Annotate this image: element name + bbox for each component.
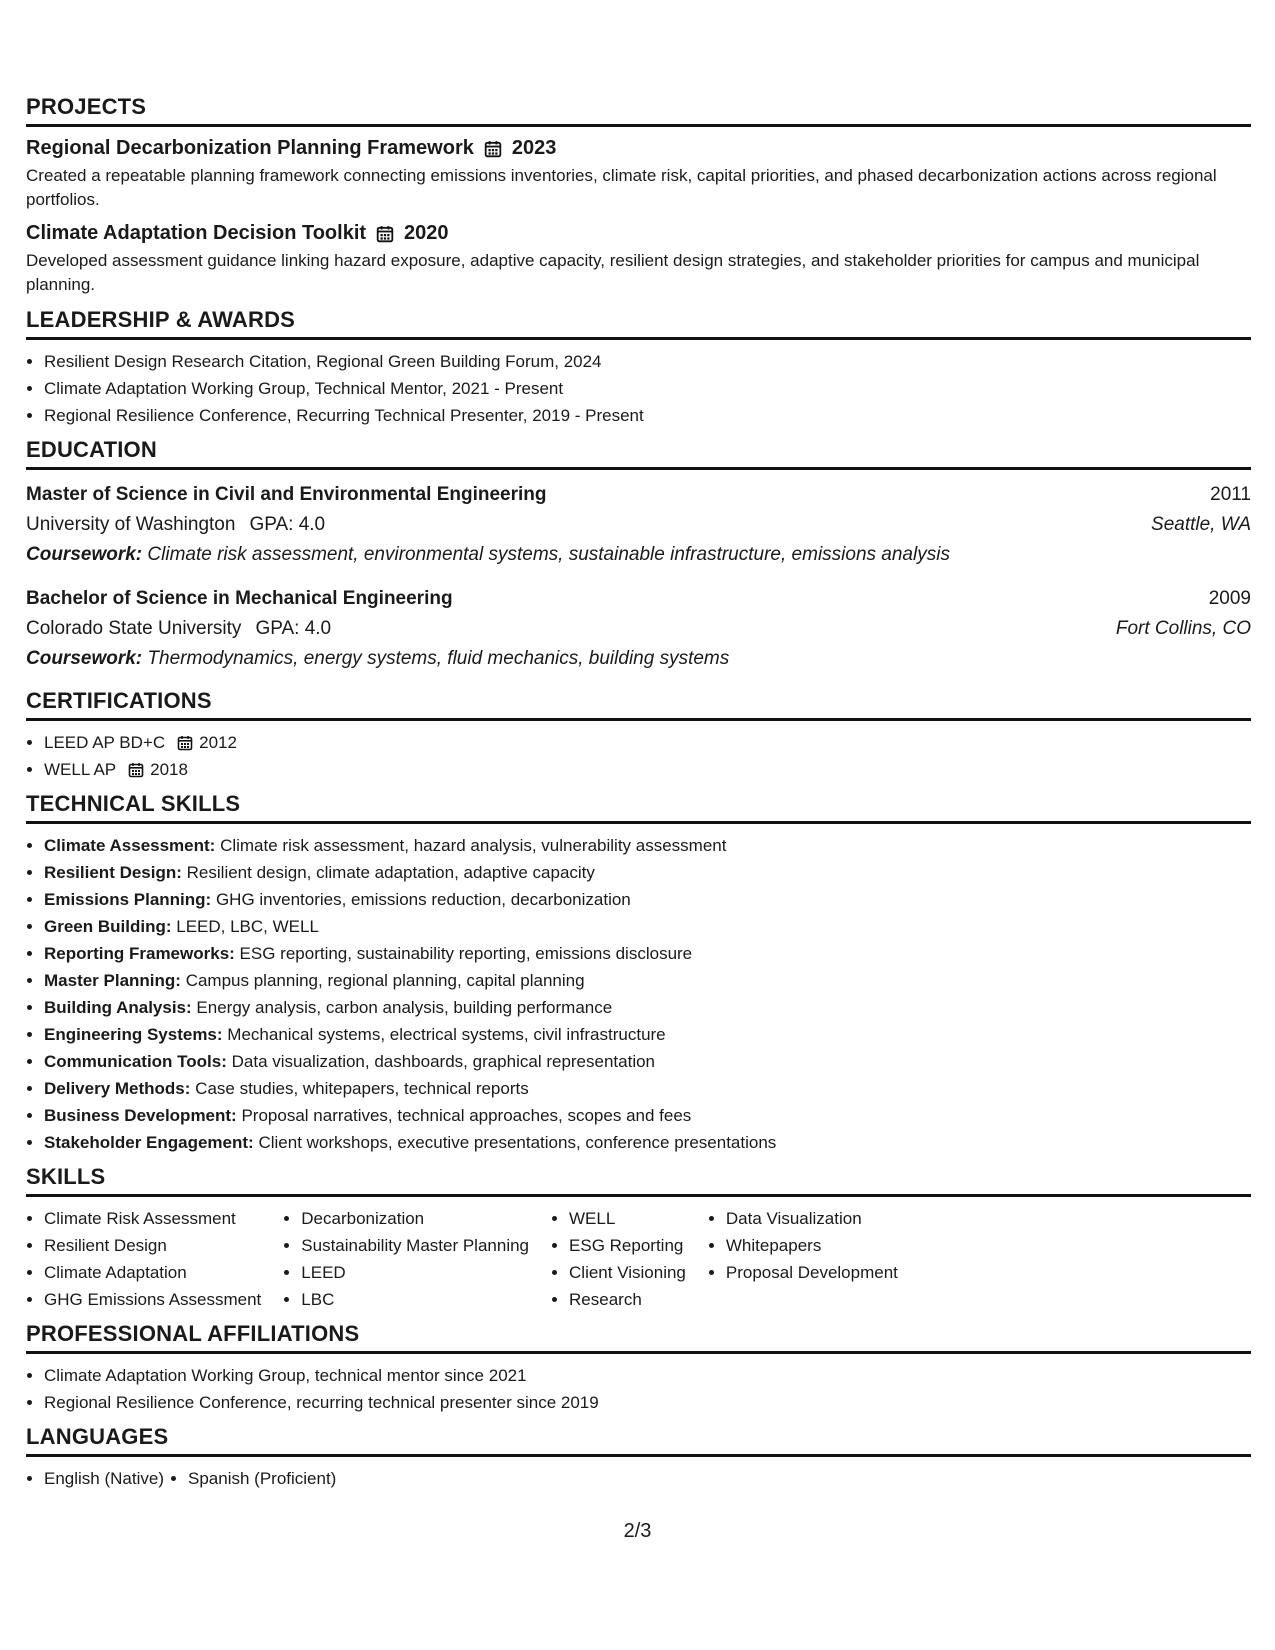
resume-page bbox=[26, 94, 1251, 1500]
skill-text: Proposal narratives, technical approaches, scopes and fees bbox=[241, 1106, 692, 1125]
education-section bbox=[26, 437, 1251, 674]
list-item bbox=[44, 940, 1251, 967]
section-title: TECHNICAL SKILLS bbox=[26, 791, 1251, 824]
list-item bbox=[44, 1129, 1251, 1156]
skill-label: Business Development: bbox=[44, 1106, 237, 1125]
list-item: • Research bbox=[569, 1286, 686, 1313]
list-item: • Proposal Development bbox=[726, 1259, 898, 1286]
list-item bbox=[44, 729, 1251, 756]
project-name: Climate Adaptation Decision Toolkit bbox=[26, 222, 367, 244]
skill-label: Reporting Frameworks: bbox=[44, 944, 235, 963]
list-item bbox=[44, 913, 1251, 940]
section-title: LANGUAGES bbox=[26, 1424, 1251, 1457]
section-title: PROFESSIONAL AFFILIATIONS bbox=[26, 1321, 1251, 1354]
skill-text: Client workshops, executive presentations, conference presentations bbox=[258, 1133, 777, 1152]
list-item: • Whitepapers bbox=[726, 1232, 898, 1259]
skills-column bbox=[26, 1205, 261, 1313]
section-title: EDUCATION bbox=[26, 437, 1251, 470]
section-title: CERTIFICATIONS bbox=[26, 688, 1251, 721]
list-item: • Regional Resilience Conference, Recurring Technical Presenter, 2019 - Present bbox=[44, 402, 1251, 429]
coursework-label: Coursework: bbox=[26, 544, 143, 565]
calendar-icon bbox=[484, 140, 502, 158]
skill-text: LEED, LBC, WELL bbox=[176, 917, 319, 936]
skill-label: Delivery Methods: bbox=[44, 1079, 191, 1098]
project-description: Created a repeatable planning framework connecting emissions inventories, climate risk, capital priorities, and phased decarbonization actions across regional portfolios. bbox=[26, 166, 1217, 209]
list-item: • Climate Adaptation Working Group, technical mentor since 2021 bbox=[44, 1362, 1251, 1389]
list-item: • Climate Risk Assessment bbox=[44, 1205, 261, 1232]
list-item: • WELL bbox=[569, 1205, 686, 1232]
skills-section bbox=[26, 1164, 1251, 1313]
list-item: • ESG Reporting bbox=[569, 1232, 686, 1259]
list-item bbox=[44, 1075, 1251, 1102]
skill-label: Emissions Planning: bbox=[44, 890, 212, 909]
list-item: • Decarbonization bbox=[301, 1205, 529, 1232]
skill-text: Mechanical systems, electrical systems, civil infrastructure bbox=[227, 1025, 666, 1044]
skill-text: Campus planning, regional planning, capital planning bbox=[185, 971, 585, 990]
list-item: • English (Native) bbox=[44, 1465, 164, 1492]
school: University of Washington bbox=[26, 514, 236, 535]
affiliations-section bbox=[26, 1321, 1251, 1416]
list-item: • Climate Adaptation bbox=[44, 1259, 261, 1286]
skill-label: Stakeholder Engagement: bbox=[44, 1133, 254, 1152]
list-item: • Spanish (Proficient) bbox=[188, 1465, 336, 1492]
project-year: 2023 bbox=[511, 137, 557, 159]
skill-label: Climate Assessment: bbox=[44, 836, 216, 855]
list-item: • LBC bbox=[301, 1286, 529, 1313]
list-item bbox=[44, 756, 1251, 783]
list-item bbox=[44, 832, 1251, 859]
leadership-section bbox=[26, 307, 1251, 429]
page-number: 2/3 bbox=[623, 1520, 652, 1542]
skill-text: Case studies, whitepapers, technical reports bbox=[195, 1079, 529, 1098]
list-item: • Resilient Design bbox=[44, 1232, 261, 1259]
list-item bbox=[44, 1021, 1251, 1048]
list-item bbox=[44, 967, 1251, 994]
list-item bbox=[44, 1048, 1251, 1075]
grad-year: 2009 bbox=[1208, 588, 1251, 609]
coursework: Thermodynamics, energy systems, fluid mechanics, building systems bbox=[147, 648, 730, 669]
education-item bbox=[26, 480, 1251, 570]
technical-skills-section bbox=[26, 791, 1251, 1156]
project-item bbox=[26, 137, 1251, 212]
list-item: • Resilient Design Research Citation, Regional Green Building Forum, 2024 bbox=[44, 348, 1251, 375]
skill-label: Master Planning: bbox=[44, 971, 181, 990]
project-item bbox=[26, 222, 1251, 297]
certifications-section bbox=[26, 688, 1251, 783]
cert-year: 2012 bbox=[199, 733, 237, 752]
list-item: • Climate Adaptation Working Group, Technical Mentor, 2021 - Present bbox=[44, 375, 1251, 402]
list-item: • Sustainability Master Planning bbox=[301, 1232, 529, 1259]
degree: Bachelor of Science in Mechanical Engineering bbox=[26, 588, 453, 609]
gpa: GPA: 4.0 bbox=[249, 514, 326, 535]
skill-label: Engineering Systems: bbox=[44, 1025, 223, 1044]
calendar-icon bbox=[128, 762, 144, 778]
skill-text: GHG inventories, emissions reduction, decarbonization bbox=[215, 890, 631, 909]
list-item bbox=[44, 886, 1251, 913]
list-item: • Regional Resilience Conference, recurring technical presenter since 2019 bbox=[44, 1389, 1251, 1416]
project-name: Regional Decarbonization Planning Framework bbox=[26, 137, 474, 159]
gpa: GPA: 4.0 bbox=[255, 618, 332, 639]
skill-label: Building Analysis: bbox=[44, 998, 192, 1017]
skill-text: Data visualization, dashboards, graphical representation bbox=[231, 1052, 656, 1071]
skill-label: Resilient Design: bbox=[44, 863, 182, 882]
skill-text: Resilient design, climate adaptation, adaptive capacity bbox=[186, 863, 595, 882]
cert-name: • WELL AP bbox=[44, 760, 117, 779]
location: Fort Collins, CO bbox=[1115, 618, 1251, 639]
projects-section bbox=[26, 94, 1251, 297]
coursework-label: Coursework: bbox=[26, 648, 143, 669]
skill-text: ESG reporting, sustainability reporting, emissions disclosure bbox=[239, 944, 693, 963]
list-item bbox=[44, 859, 1251, 886]
project-description: Developed assessment guidance linking hazard exposure, adaptive capacity, resilient design strategies, and stakeholder priorities for campus and municipal planning. bbox=[26, 251, 1200, 294]
skills-column bbox=[551, 1205, 686, 1313]
list-item: • LEED bbox=[301, 1259, 529, 1286]
list-item: • Data Visualization bbox=[726, 1205, 898, 1232]
skills-column bbox=[708, 1205, 898, 1313]
project-year: 2020 bbox=[404, 222, 449, 244]
list-item: • GHG Emissions Assessment bbox=[44, 1286, 261, 1313]
location: Seattle, WA bbox=[1151, 514, 1251, 535]
list-item bbox=[44, 994, 1251, 1021]
skill-label: Communication Tools: bbox=[44, 1052, 227, 1071]
education-item bbox=[26, 584, 1251, 674]
calendar-icon bbox=[177, 735, 193, 751]
cert-name: • LEED AP BD+C bbox=[44, 733, 166, 752]
coursework: Climate risk assessment, environmental systems, sustainable infrastructure, emissions analysis bbox=[147, 544, 950, 565]
languages-section bbox=[26, 1424, 1251, 1492]
grad-year: 2011 bbox=[1210, 484, 1251, 505]
skill-text: Energy analysis, carbon analysis, building performance bbox=[196, 998, 613, 1017]
skill-label: Green Building: bbox=[44, 917, 172, 936]
section-title: SKILLS bbox=[26, 1164, 1251, 1197]
list-item bbox=[44, 1102, 1251, 1129]
calendar-icon bbox=[376, 225, 394, 243]
section-title: PROJECTS bbox=[26, 94, 1251, 127]
school: Colorado State University bbox=[26, 618, 242, 639]
skills-column bbox=[283, 1205, 529, 1313]
degree: Master of Science in Civil and Environmental Engineering bbox=[26, 484, 547, 505]
cert-year: 2018 bbox=[150, 760, 188, 779]
skill-text: Climate risk assessment, hazard analysis, vulnerability assessment bbox=[220, 836, 727, 855]
list-item: • Client Visioning bbox=[569, 1259, 686, 1286]
section-title: LEADERSHIP & AWARDS bbox=[26, 307, 1251, 340]
